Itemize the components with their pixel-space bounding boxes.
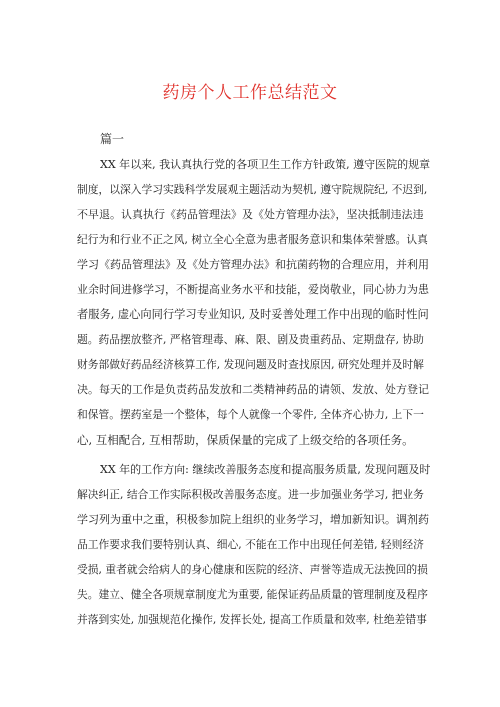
section-label: 篇一	[100, 132, 125, 146]
paragraph-line: 失。建立、健全各项规章制度尤为重要, 能保证药品质量的管理制度及程序	[77, 588, 428, 601]
paragraph-line: 心, 互相配合, 互相帮助，保质保量的完成了上级交给的各项任务。	[77, 433, 414, 447]
paragraph-line: 纪行为和行业不正之风, 树立全心全意为患者服务意识和集体荣誉感。认真	[77, 233, 428, 246]
paragraph-line: 业余时间进修学习，不断提高业务水平和技能，爱岗敬业，同心协力为患	[77, 283, 429, 296]
paragraph-line: 并落到实处, 加强规范化操作, 发挥长处, 提高工作质量和效率, 杜绝差错事	[77, 613, 427, 626]
paragraph-line: 解决纠正, 结合工作实际积极改善服务态度。进一步加强业务学习, 把业务	[77, 488, 424, 501]
document-title: 药房个人工作总结范文	[162, 83, 338, 103]
paragraph-line: 不早退。认真执行《药品管理法》及《处方管理办法》，坚决抵制违法违	[77, 208, 424, 221]
paragraph-line: XX 年的工作方向: 继续改善服务态度和提高服务质量, 发现问题及时	[100, 463, 431, 476]
paragraph-line: 品工作要求我们要特别认真、细心, 不能在工作中出现任何差错, 轻则经济	[77, 538, 424, 551]
paragraph-line: 受损, 重者就会给病人的身心健康和医院的经济、声誉等造成无法挽回的损	[77, 563, 428, 576]
paragraph-line: 者服务, 虚心向同行学习专业知识, 及时妥善处理工作中出现的临时性问	[77, 308, 429, 321]
paragraph-line: 和保管。摆药室是一个整体，每个人就像一个零件, 全体齐心协力, 上下一	[77, 408, 424, 421]
paragraph-line: 题。药品摆放整齐, 严格管理毒、麻、限、剧及贵重药品、定期盘存, 协助	[77, 333, 424, 346]
paragraph-line: 制度，以深入学习实践科学发展观主题活动为契机, 遵守院规院纪, 不迟到,	[77, 183, 428, 196]
paragraph-line: 财务部做好药品经济核算工作, 发现问题及时查找原因, 研究处理并及时解	[77, 358, 424, 371]
paragraph-line: XX 年以来, 我认真执行党的各项卫生工作方针政策, 遵守医院的规章	[100, 158, 431, 171]
paragraph-line: 学习列为重中之重，积极参加院上组织的业务学习，增加新知识。调剂药	[77, 513, 429, 526]
paragraph-line: 决。每天的工作是负责药品发放和二类精神药品的请领、发放、处方登记	[77, 383, 429, 396]
paragraph-line: 学习《药品管理法》及《处方管理办法》和抗菌药物的合理应用，并利用	[77, 258, 429, 271]
